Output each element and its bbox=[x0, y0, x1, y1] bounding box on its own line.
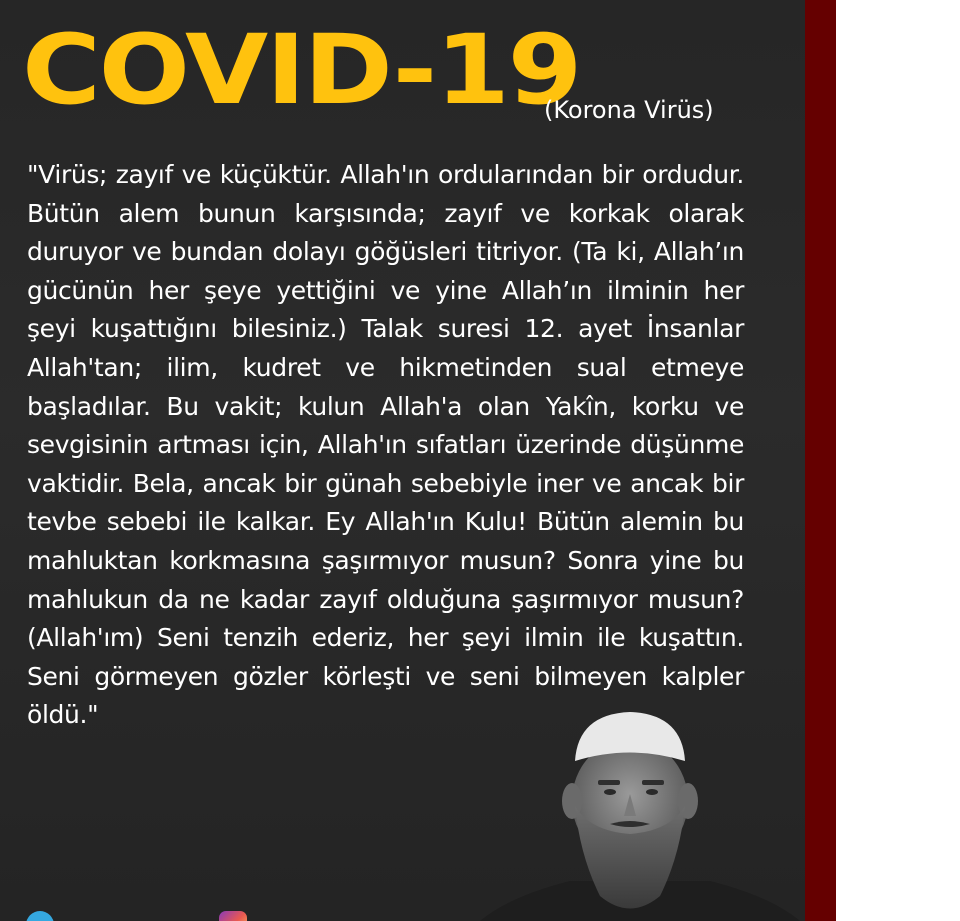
instagram-icon[interactable] bbox=[219, 911, 247, 921]
portrait-image bbox=[480, 706, 800, 921]
quote-text: "Virüs; zayıf ve küçüktür. Allah'ın ordularından bir ordudur. Bütün alem bunun karşısında; zayıf ve korkak olarak duruyor ve bundan dolayı göğüsleri titriyor. (Ta ki, Allah’ın gücünün her şeye yettiğini ve yine Allah’ın ilminin her şeyi kuşattığını bilesiniz.) Talak suresi 12. ayet İnsanlar Allah'tan; ilim, kudret ve hikmetinden sual etmeye başladılar. Bu vakit; kulun Allah'a olan Yakîn, korku ve sevgisinin artması için, Allah'ın sıfatları üzerinde düşünme vaktidir. Bela, ancak bir günah sebebiyle iner ve ancak bir tevbe sebebi ile kalkar. Ey Allah'ın Kulu! Bütün alemin bu mahluktan korkmasına şaşırmıyor musun? Sonra yine bu mahlukun da ne kadar zayıf olduğuna şaşırmıyor musun? (Allah'ım) Seni tenzih ederiz, her şeyi ilmin ile kuşattın. Seni görmeyen gözler körleşti ve seni bilmeyen kalpler öldü." bbox=[27, 160, 744, 730]
side-strip bbox=[805, 0, 836, 921]
poster-subtitle: (Korona Virüs) bbox=[544, 96, 714, 124]
poster-title: COVID-19 bbox=[22, 14, 581, 126]
twitter-icon[interactable] bbox=[26, 911, 54, 921]
